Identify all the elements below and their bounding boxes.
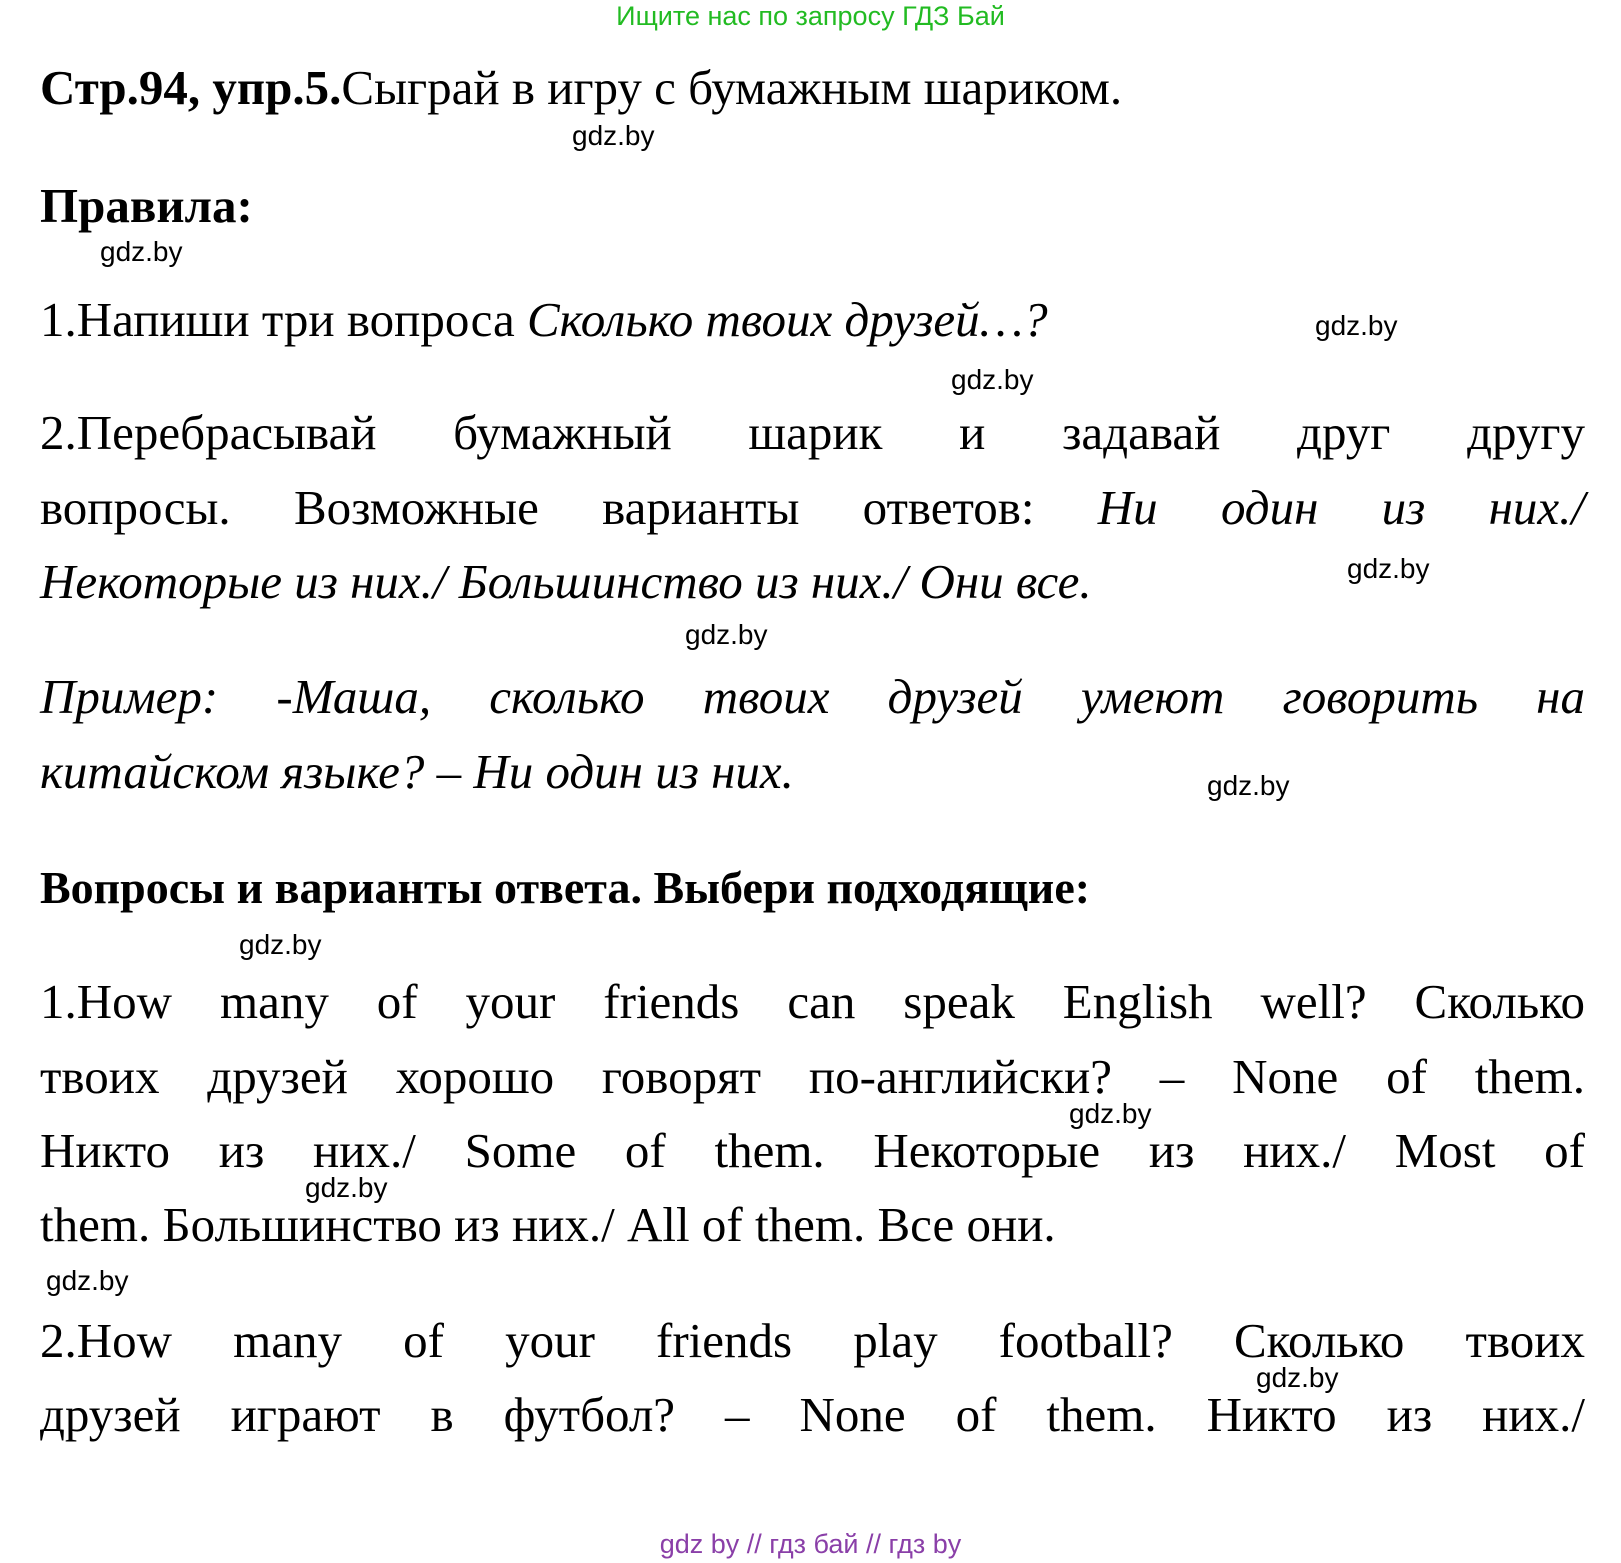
rules-heading: Правила:	[40, 178, 253, 233]
task-title: Сыграй в игру с бумажным шариком.	[341, 60, 1123, 115]
question-2-line-2: друзей играют в футбол? – None of them. Никто из них./	[40, 1387, 1585, 1442]
watermark: gdz.by	[1347, 553, 1430, 584]
rule-2-line-2	[40, 478, 1585, 538]
task-title-line	[40, 58, 1585, 118]
question-2-line-1: 2.How many of your friends play football? Сколько твоих	[40, 1313, 1585, 1368]
watermark: gdz.by	[239, 929, 322, 960]
question-1-line-1: 1.How many of your friends can speak English well? Сколько	[40, 974, 1585, 1029]
example-line-2: китайском языке? – Ни один из них.	[40, 744, 794, 799]
watermark: gdz.by	[1069, 1098, 1152, 1129]
watermark: gdz.by	[1256, 1362, 1339, 1393]
watermark: gdz.by	[951, 364, 1034, 395]
site-banner: Ищите нас по запросу ГДЗ Бай	[616, 1, 1005, 31]
question-1-line-3: Никто из них./ Some of them. Некоторые из них./ Most of	[40, 1123, 1585, 1178]
watermark: gdz.by	[685, 619, 768, 650]
watermark: gdz.by	[1315, 310, 1398, 341]
watermark: gdz.by	[572, 120, 655, 151]
watermark: gdz.by	[46, 1265, 129, 1296]
rule-1-italic: Сколько твоих друзей…?	[526, 292, 1048, 347]
rule-2-line-3: Некоторые из них./ Большинство из них./ Они все.	[40, 554, 1092, 609]
watermark: gdz.by	[1207, 770, 1290, 801]
watermark: gdz.by	[305, 1172, 388, 1203]
example-line-1: Пример: -Маша, сколько твоих друзей умеют говорить на	[40, 669, 1585, 724]
rule-2-italic: Ни один из них./	[1097, 480, 1585, 535]
site-footer: gdz by // гдз бай // гдз by	[659, 1529, 962, 1559]
rule-2-plain: вопросы. Возможные варианты ответов:	[40, 480, 1098, 535]
watermark: gdz.by	[100, 236, 183, 267]
question-1-line-2: твоих друзей хорошо говорят по-английски? – None of them.	[40, 1049, 1585, 1104]
rule-2-line-1: 2.Перебрасывай бумажный шарик и задавай друг другу	[40, 405, 1585, 460]
questions-heading: Вопросы и варианты ответа. Выбери подходящие:	[40, 862, 1091, 913]
task-number: Стр.94, упр.5.	[40, 60, 342, 115]
rule-1-lead: 1.Напиши три вопроса	[40, 292, 527, 347]
question-1-line-4: them. Большинство из них./ All of them. Все они.	[40, 1197, 1056, 1252]
